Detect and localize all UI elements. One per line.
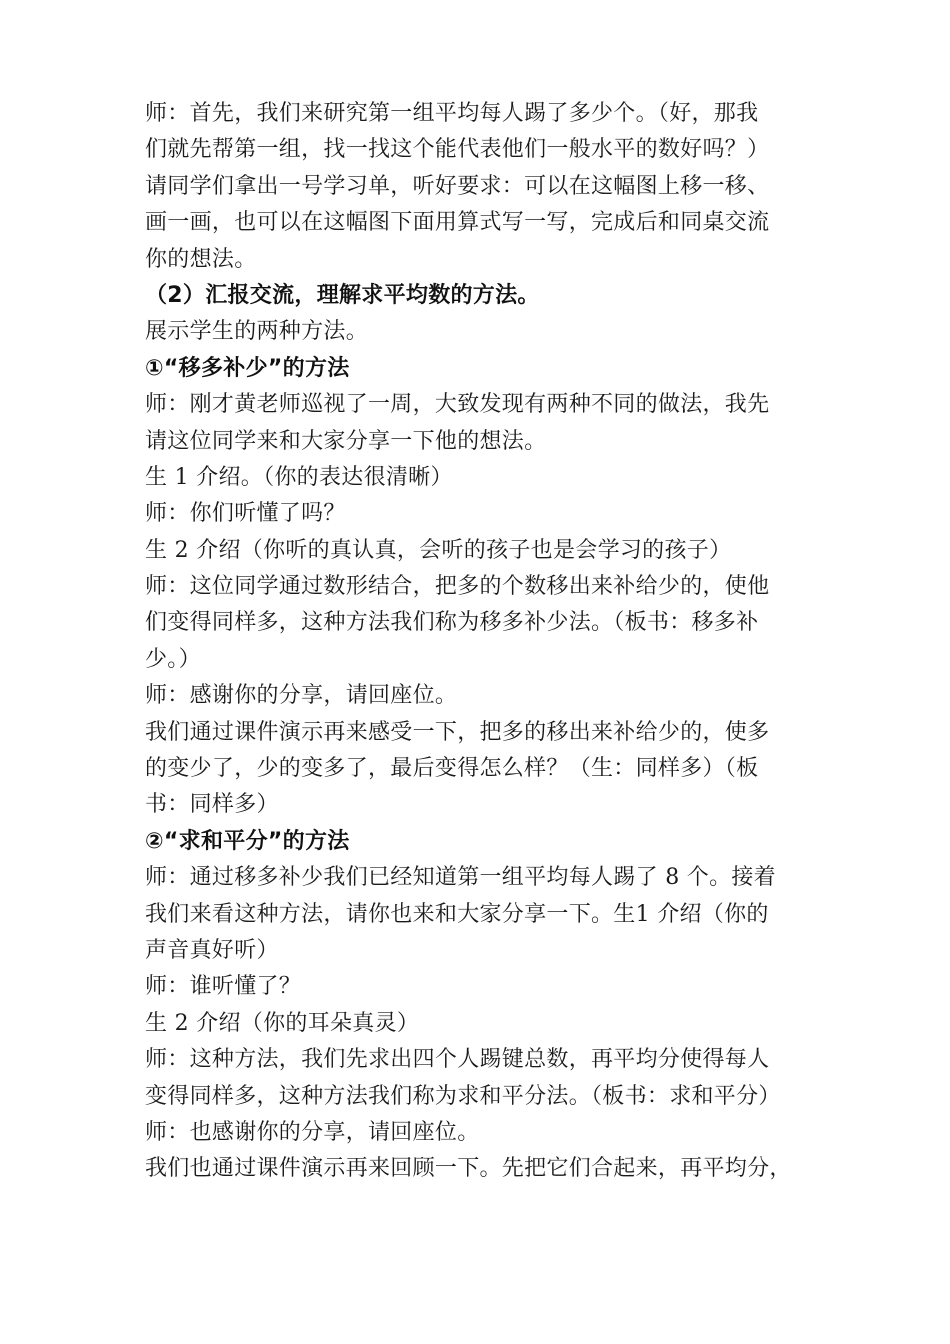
text-line: 生 1 介绍。（你的表达很清晰） xyxy=(145,464,453,490)
text-line: 师：你们听懂了吗？ xyxy=(145,501,346,527)
text-line: 我们来看这种方法，请你也来和大家分享一下。生1 介绍（你的 xyxy=(145,901,769,927)
text-line: 我们也通过课件演示再来回顾一下。先把它们合起来，再平均分， xyxy=(145,1156,792,1182)
text-line: 生 2 介绍（你的耳朵真灵） xyxy=(145,1010,420,1036)
text-line: 师：谁听懂了？ xyxy=(145,974,302,1000)
text-line: 变得同样多，这种方法我们称为求和平分法。（板书：求和平分） xyxy=(145,1083,781,1109)
text-line: 展示学生的两种方法。 xyxy=(145,319,369,345)
text-line: 师：感谢你的分享，请回座位。 xyxy=(145,683,458,709)
text-line: 生 2 介绍（你听的真认真，会听的孩子也是会学习的孩子） xyxy=(145,537,732,563)
text-line: 的变少了，少的变多了，最后变得怎么样？（生：同样多）（板 xyxy=(145,756,759,782)
text-line: 声音真好听） xyxy=(145,937,279,963)
method-heading: ②“求和平分”的方法 xyxy=(145,828,350,854)
text-line: 们就先帮第一组，找一找这个能代表他们一般水平的数好吗？） xyxy=(145,137,770,163)
text-line: 师：这种方法，我们先求出四个人踢键总数，再平均分使得每人 xyxy=(145,1047,770,1073)
text-line: 师：首先，我们来研究第一组平均每人踢了多少个。（好，那我 xyxy=(145,101,759,126)
text-line: 师：刚才黄老师巡视了一周，大致发现有两种不同的做法，我先 xyxy=(145,392,770,418)
text-line: 请这位同学来和大家分享一下他的想法。 xyxy=(145,428,547,454)
method-heading: ①“移多补少”的方法 xyxy=(145,355,350,381)
text-line: 少。） xyxy=(145,646,201,672)
document-body xyxy=(145,96,817,1188)
text-line: 们变得同样多，这种方法我们称为移多补少法。（板书：移多补 xyxy=(145,610,759,636)
text-line: 请同学们拿出一号学习单，听好要求：可以在这幅图上移一移、 xyxy=(145,173,770,199)
section-heading: （2）汇报交流，理解求平均数的方法。 xyxy=(145,282,540,308)
text-line: 画一画，也可以在这幅图下面用算式写一写，完成后和同桌交流 xyxy=(145,210,770,236)
text-line: 师：也感谢你的分享，请回座位。 xyxy=(145,1119,480,1145)
text-line: 书：同样多） xyxy=(145,792,279,818)
text-line: 你的想法。 xyxy=(145,246,257,272)
text-line: 我们通过课件演示再来感受一下，把多的移出来补给少的，使多 xyxy=(145,719,770,745)
text-line: 师：这位同学通过数形结合，把多的个数移出来补给少的，使他 xyxy=(145,574,770,600)
text-line: 师：通过移多补少我们已经知道第一组平均每人踢了 8 个。接着 xyxy=(145,865,776,891)
